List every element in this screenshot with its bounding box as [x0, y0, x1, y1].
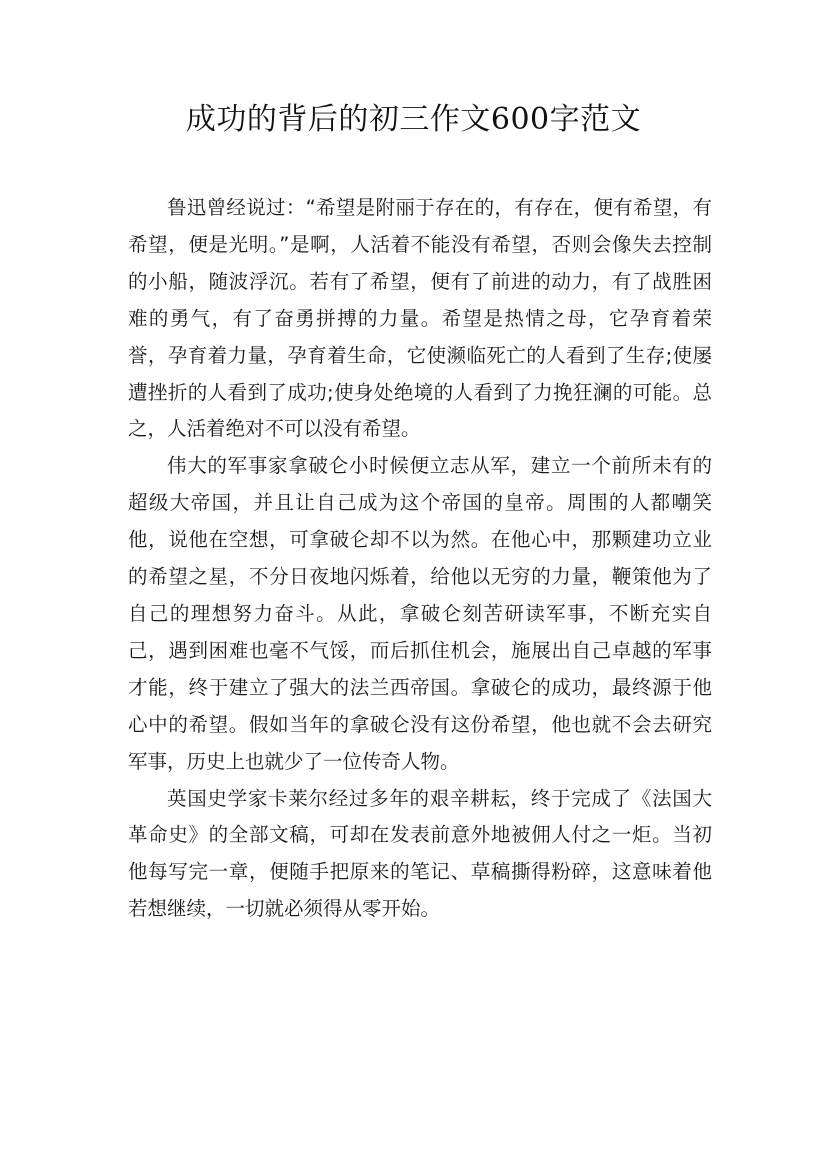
paragraph-3: 英国史学家卡莱尔经过多年的艰辛耕耘，终于完成了《法国大革命史》的全部文稿，可却在发表前意外地被佣人付之一炬。当初他每写完一章，便随手把原来的笔记、草稿撕得粉碎，这意味着他若想继续，一切就必须得从零开始。: [128, 786, 712, 921]
paragraph-1: 鲁迅曾经说过：“希望是附丽于存在的，有存在，便有希望，有希望，便是光明。”是啊，人活着不能没有希望，否则会像失去控制的小船，随波浮沉。若有了希望，便有了前进的动力，有了战胜困难的勇气，有了奋勇拼搏的力量。希望是热情之母，它孕育着荣誉，孕育着力量，孕育着生命，它使濒临死亡的人看到了生存;使屡遭挫折的人看到了成功;使身处绝境的人看到了力挽狂澜的可能。总之，人活着绝对不可以没有希望。: [128, 196, 712, 441]
document-body: [128, 190, 712, 928]
paragraph-2: 伟大的军事家拿破仑小时候便立志从军，建立一个前所未有的超级大帝国，并且让自己成为这个帝国的皇帝。周围的人都嘲笑他，说他在空想，可拿破仑却不以为然。在他心中，那颗建功立业的希望之星，不分日夜地闪烁着，给他以无穷的力量，鞭策他为了自己的理想努力奋斗。从此，拿破仑刻苦研读军事，不断充实自己，遇到困难也毫不气馁，而后抓住机会，施展出自己卓越的军事才能，终于建立了强大的法兰西帝国。拿破仑的成功，最终源于他心中的希望。假如当年的拿破仑没有这份希望，他也就不会去研究军事，历史上也就少了一位传奇人物。: [128, 454, 712, 773]
document-title: 成功的背后的初三作文600字范文: [185, 102, 642, 137]
